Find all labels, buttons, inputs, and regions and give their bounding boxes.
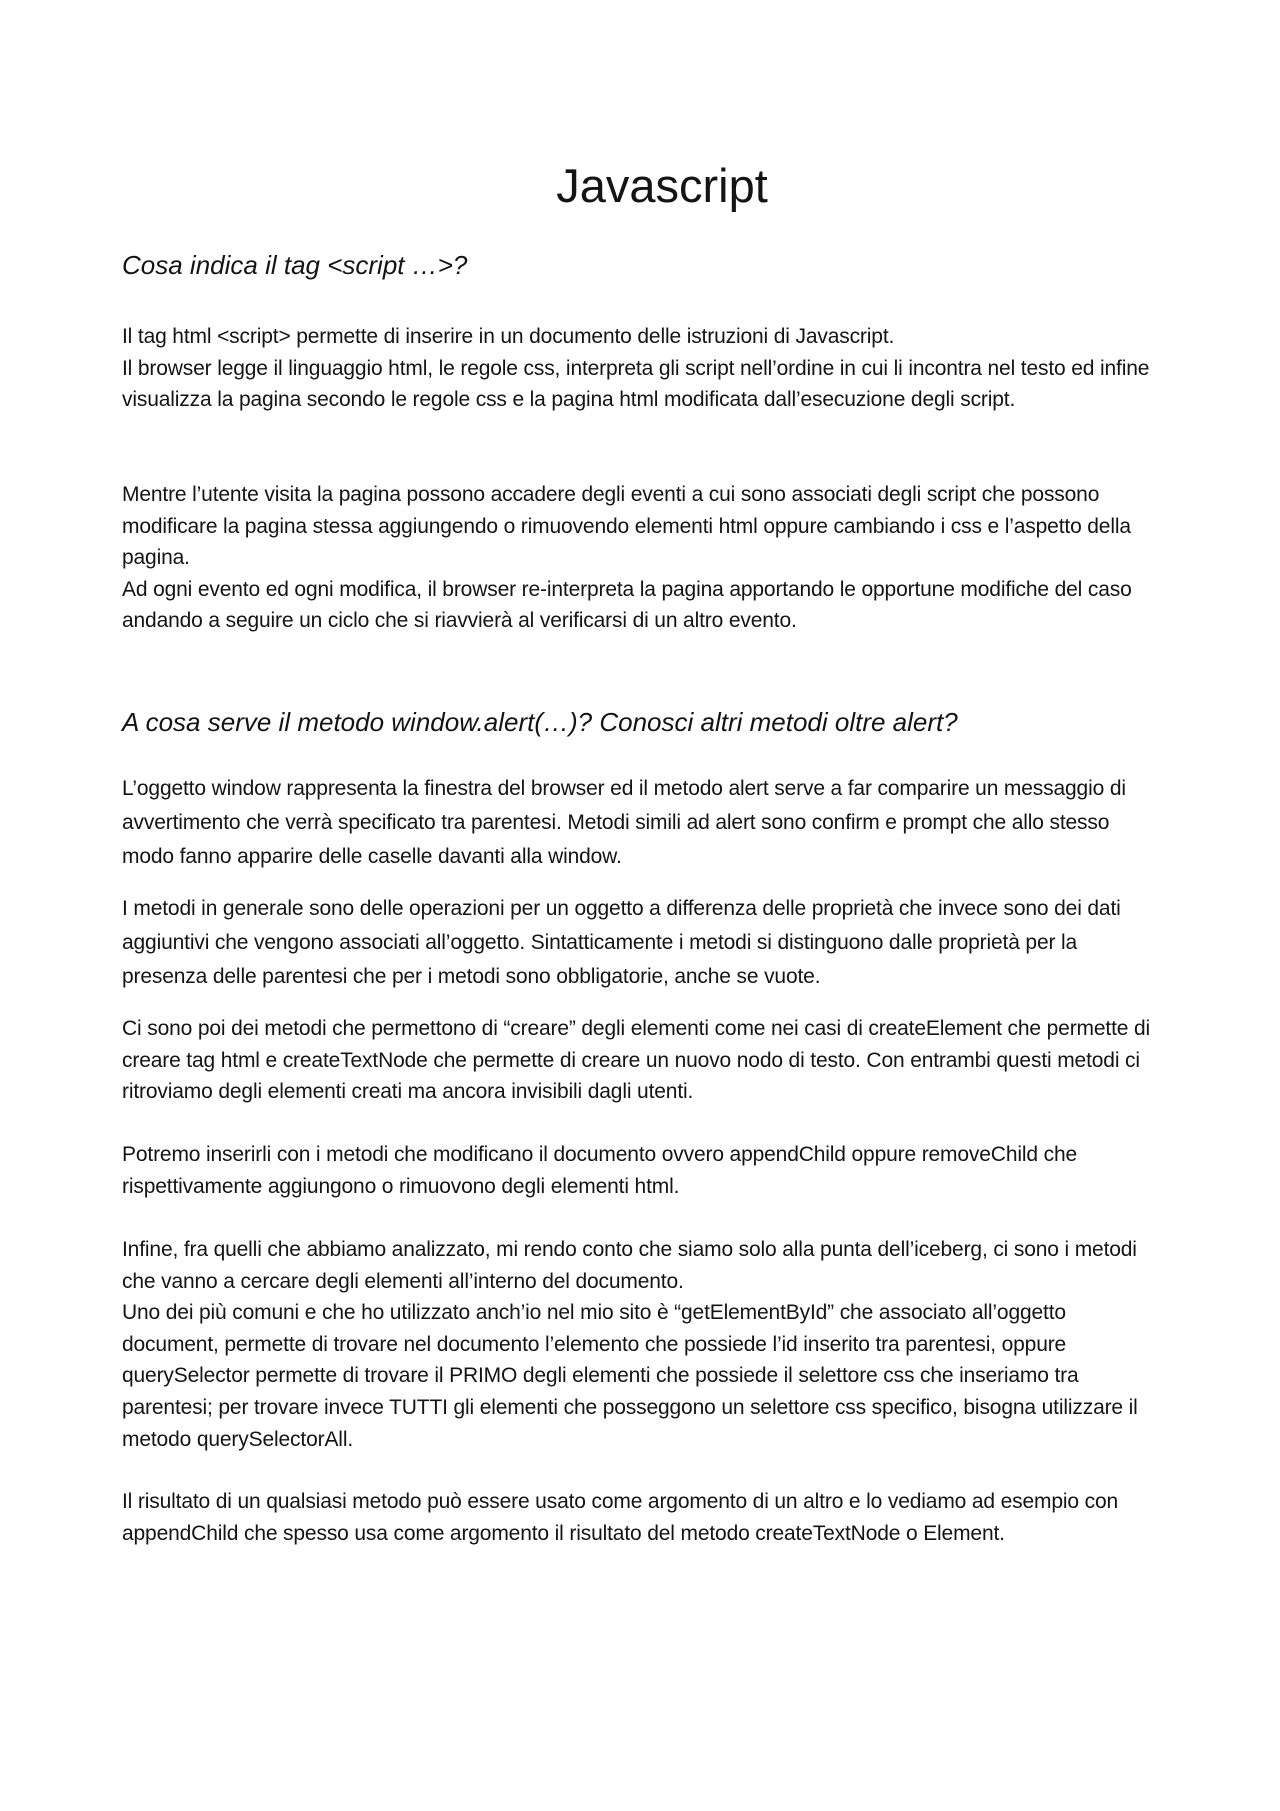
paragraph: Ci sono poi dei metodi che permettono di “creare” degli elementi come nei casi di createElement che permette di creare tag html e createTextNode che permette di creare un nuovo nodo di testo. Con entrambi questi metodi ci ritroviamo degli elementi creati ma ancora invisibili dagli utenti. [122, 1017, 1151, 1104]
paragraph: Potremo inserirli con i metodi che modificano il documento ovvero appendChild oppure removeChild che rispettivamente aggiungono o rimuovono degli elementi html. [122, 1143, 1078, 1198]
paragraph: L’oggetto window rappresenta la finestra del browser ed il metodo alert serve a far comparire un messaggio di avvertimento che verrà specificato tra parentesi. Metodi simili ad alert sono confirm e prompt che allo stesso modo fanno apparire delle caselle davanti alla window. [122, 777, 1126, 868]
paragraph: Mentre l’utente visita la pagina possono accadere degli eventi a cui sono associati degli script che possono modificare la pagina stessa aggiungendo o rimuovendo elementi html oppure cambiando i css e l’aspetto della pagina. Ad ogni evento ed ogni modifica, il browser re-interpreta la pagina apportando le opportune modifiche del caso andando a seguire un ciclo che si riavvierà al verificarsi di un altro evento. [122, 483, 1132, 633]
paragraph: Il risultato di un qualsiasi metodo può essere usato come argomento di un altro e lo vediamo ad esempio con appendChild che spesso usa come argomento il risultato del metodo createTextNode o Element. [122, 1490, 1119, 1545]
section-heading-window-alert: A cosa serve il metodo window.alert(…)? Conosci altri metodi oltre alert? [122, 707, 958, 737]
paragraph: Il tag html <script> permette di inserire in un documento delle istruzioni di Javascript. Il browser legge il linguaggio html, le regole css, interpreta gli script nell’ordine in cui li incontra nel testo ed infine visualizza la pagina secondo le regole css e la pagina html modificata dall’esecuzione degli script. [122, 325, 1150, 412]
section-heading-script-tag: Cosa indica il tag <script …>? [122, 250, 468, 280]
document-title: Javascript [556, 159, 768, 212]
paragraph: I metodi in generale sono delle operazioni per un oggetto a differenza delle proprietà che invece sono dei dati aggiuntivi che vengono associati all’oggetto. Sintatticamente i metodi si distinguono dalle proprietà per la presenza delle parentesi che per i metodi sono obbligatorie, anche se vuote. [122, 897, 1121, 988]
paragraph: Infine, fra quelli che abbiamo analizzato, mi rendo conto che siamo solo alla punta dell’iceberg, ci sono i metodi che vanno a cercare degli elementi all’interno del documento. Uno dei più comuni e che ho utilizzato anch’io nel mio sito è “getElementById” che associato all’oggetto document, permette di trovare nel documento l’elemento che possiede l’id inserito tra parentesi, oppure querySelector permette di trovare il PRIMO degli elementi che possiede il selettore css che inseriamo tra parentesi; per trovare invece TUTTI gli elementi che posseggono un selettore css specifico, bisogna utilizzare il metodo querySelectorAll. [122, 1238, 1138, 1451]
